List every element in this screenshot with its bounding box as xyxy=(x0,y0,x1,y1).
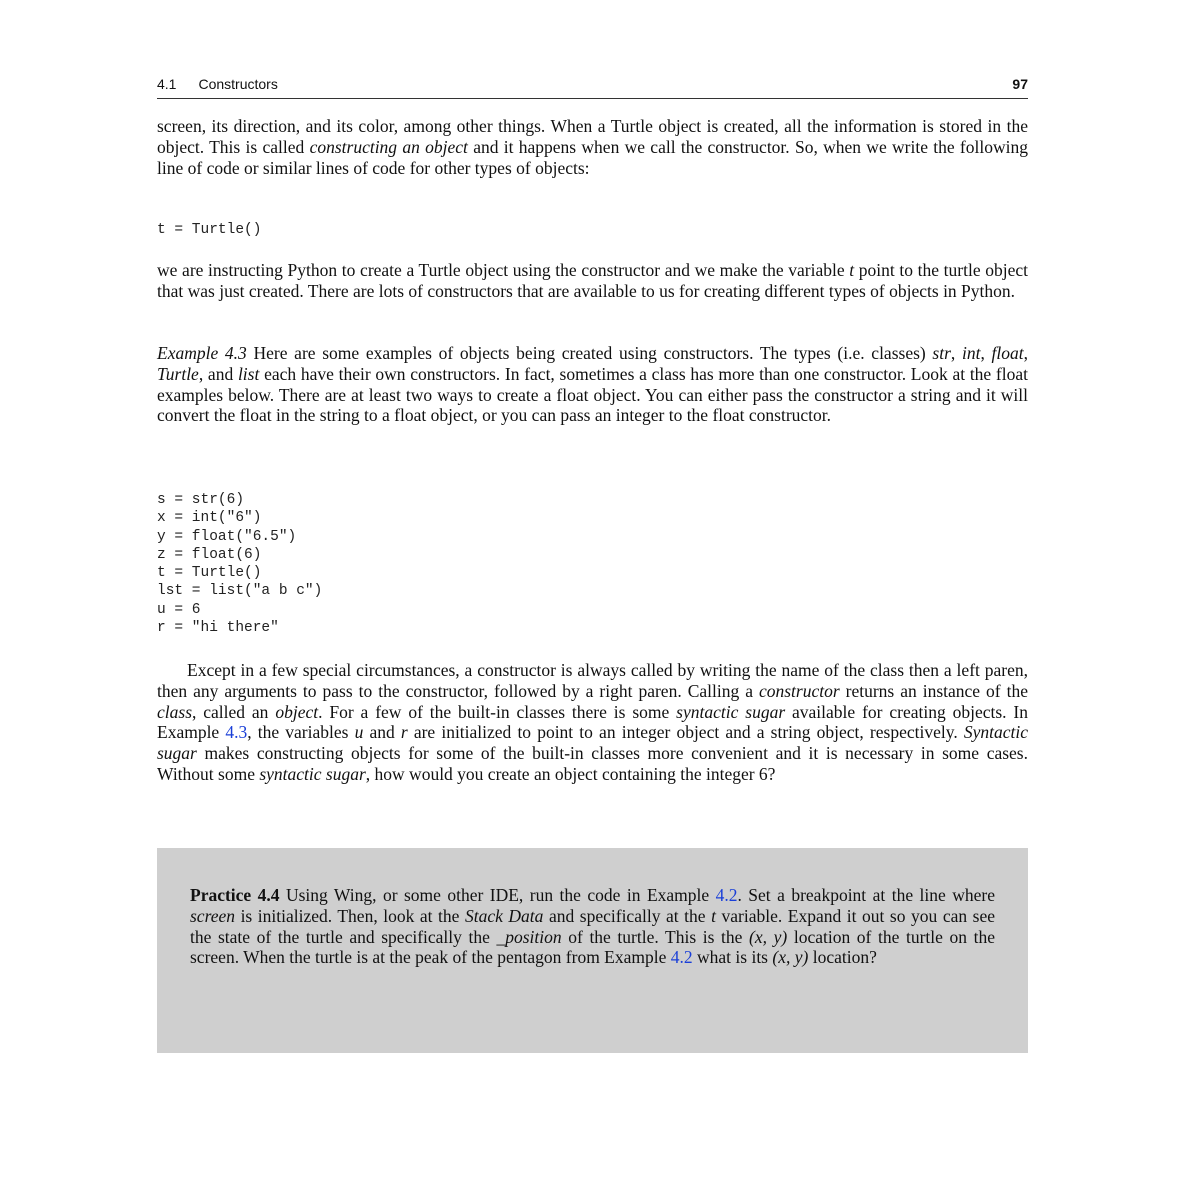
section-title: Constructors xyxy=(198,76,278,92)
text: , and xyxy=(198,363,238,384)
paragraph-intro xyxy=(157,116,1028,178)
text: , xyxy=(1023,343,1029,363)
emphasis: list xyxy=(237,363,260,384)
text: Here are some examples of objects being created using constructors. The types (i.e. classes) xyxy=(246,343,933,363)
code-line: t = Turtle() xyxy=(157,222,262,238)
text: each have their own constructors. In fact, sometimes a class has more than one constructor. Look at the float examples below. There are at least two ways to create a float object. You can either pass the constructor a string and it will convert the float in the string to a float object, or you can pass an integer to the float constructor. xyxy=(157,363,1028,426)
code-block-turtle xyxy=(157,221,261,239)
example-reference-link[interactable]: 4.3 xyxy=(225,722,248,743)
text: of the turtle. This is the xyxy=(561,926,750,947)
code-line: r = "hi there" xyxy=(157,620,279,637)
text: , called an xyxy=(192,701,276,722)
text: returns an instance of the xyxy=(839,680,1028,701)
emphasis: int xyxy=(961,343,981,363)
code-line: u = 6 xyxy=(157,601,201,618)
emphasis: syntactic sugar xyxy=(259,763,366,784)
emphasis: str xyxy=(932,343,951,363)
emphasis: constructing an object xyxy=(309,136,468,157)
code-line: s = str(6) xyxy=(157,492,245,508)
code-line: y = float("6.5") xyxy=(157,528,297,545)
text: what is its xyxy=(692,947,773,968)
text: location? xyxy=(808,947,877,968)
running-header xyxy=(157,74,1028,99)
emphasis: Stack Data xyxy=(464,905,544,926)
example-4-3 xyxy=(157,343,1028,426)
text: . Set a breakpoint at the line where xyxy=(737,885,995,905)
text: available for creating objects. In Example xyxy=(157,701,1028,743)
text: and it happens when we call the constructor. So, when we write the following line of code or similar lines of code for other types of objects: xyxy=(157,136,1028,178)
code-line: x = int("6") xyxy=(157,510,262,527)
example-label: Example 4.3 xyxy=(157,343,247,363)
paragraph-constructor xyxy=(157,260,1028,302)
emphasis: (x, y) xyxy=(772,947,809,968)
example-reference-link[interactable]: 4.2 xyxy=(670,947,693,968)
section-heading xyxy=(157,76,278,92)
text: variable. Expand it out so you can see the state of the turtle and specifically the xyxy=(190,905,995,947)
emphasis: float xyxy=(991,343,1024,363)
emphasis: Syntactic sugar xyxy=(157,722,1028,764)
practice-text xyxy=(190,885,995,968)
text: and specifically at the xyxy=(543,905,712,926)
code-line: z = float(6) xyxy=(157,546,262,563)
section-number: 4.1 xyxy=(157,76,177,92)
emphasis: r xyxy=(400,722,408,743)
emphasis: class xyxy=(157,701,192,722)
text: is initialized. Then, look at the xyxy=(235,905,465,926)
emphasis: _position xyxy=(496,926,562,947)
emphasis: screen xyxy=(190,905,236,926)
code-line: t = Turtle() xyxy=(157,565,262,582)
text: we are instructing Python to create a Turtle object using the constructor and we make the variable xyxy=(157,260,850,280)
text: Except in a few special circumstances, a constructor is always called by writing the name of the class then a left paren, then any arguments to pass to the constructor, followed by a right paren. Calling a xyxy=(157,660,1028,701)
emphasis: u xyxy=(354,722,364,743)
text: , the variables xyxy=(247,722,355,743)
emphasis: Turtle xyxy=(157,363,199,384)
code-block-examples xyxy=(157,491,322,637)
emphasis: object xyxy=(275,701,319,722)
text: Using Wing, or some other IDE, run the code in Example xyxy=(279,885,716,905)
text: location of the turtle on the screen. When the turtle is at the peak of the pentagon from Example xyxy=(190,926,996,968)
practice-label: Practice 4.4 xyxy=(190,885,280,905)
practice-box xyxy=(157,848,1028,1053)
text: , xyxy=(950,343,962,363)
text: . For a few of the built-in classes there is some xyxy=(318,701,677,722)
code-line: lst = list("a b c") xyxy=(157,583,323,600)
text: , how would you create an object containing the integer 6? xyxy=(365,763,776,784)
emphasis: (x, y) xyxy=(749,926,788,947)
text: screen, its direction, and its color, among other things. When a Turtle object is created, all the information is stored in the object. This is called xyxy=(157,116,1028,157)
emphasis: t xyxy=(849,260,855,280)
emphasis: constructor xyxy=(758,680,840,701)
text: , xyxy=(980,343,992,363)
text: point to the turtle object that was just created. There are lots of constructors that are available to us for creating different types of objects in Python. xyxy=(157,260,1028,301)
text: and xyxy=(363,722,401,743)
page-number: 97 xyxy=(1012,76,1028,92)
emphasis: syntactic sugar xyxy=(676,701,786,722)
text: makes constructing objects for some of the built-in classes more convenient and it is necessary in some cases. Without some xyxy=(157,743,1028,784)
example-reference-link[interactable]: 4.2 xyxy=(715,885,738,905)
emphasis: t xyxy=(711,905,716,926)
paragraph-syntactic-sugar xyxy=(157,660,1028,785)
text: are initialized to point to an integer object and a string object, respectively. xyxy=(407,722,964,743)
